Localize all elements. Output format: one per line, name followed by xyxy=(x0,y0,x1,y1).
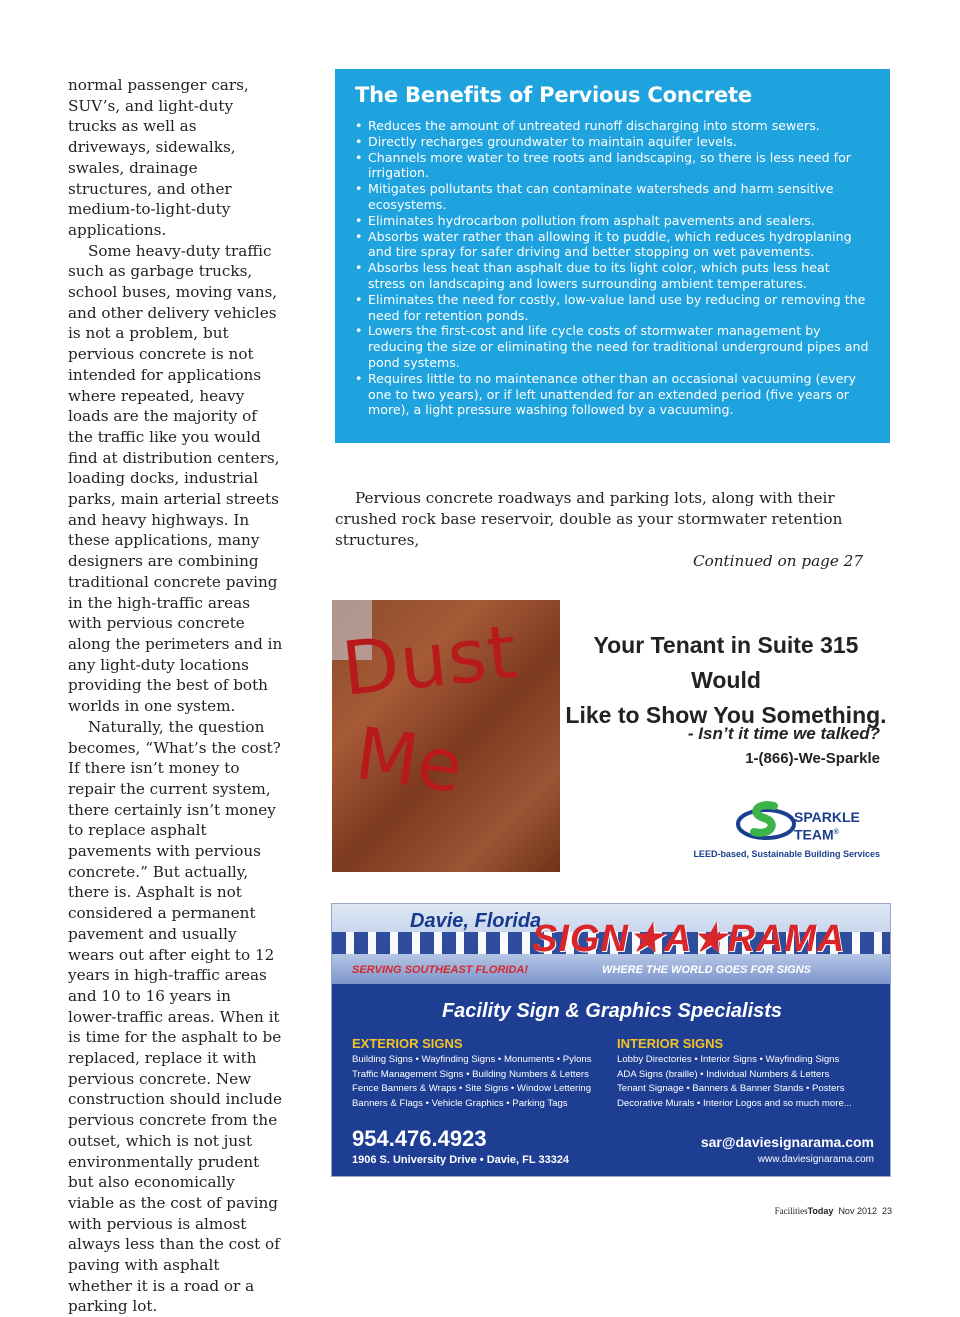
page-number: 23 xyxy=(881,1206,892,1216)
left-paragraph-3: Naturally, the question becomes, “What’s the cost? If there isn’t money to repair the current system, there certainly isn’t money to replace asphalt pavements with pervious concrete.” But actually, there is. Asphalt is not considered a permanent pavement and usually wears out after eight to 12 years in high-traffic areas and 10 to 16 years in lower-traffic areas. When it is time for the asphalt to be replaced, replace it with pervious concrete. New construction should include pervious concrete from the outset, which is not just environmentally prudent but also economically viable as the cost of paving with pervious is almost always less than the cost of paving with asphalt whether it is a road or a parking lot. xyxy=(68,717,282,1316)
interior-signs xyxy=(617,1036,877,1111)
interior-line: Decorative Murals • Interior Logos and so much more... xyxy=(617,1097,852,1109)
interior-line: Lobby Directories • Interior Signs • Wayfinding Signs xyxy=(617,1054,840,1065)
ad-brand: SIGN★A★RAMA xyxy=(532,918,846,960)
interior-heading: INTERIOR SIGNS xyxy=(617,1036,724,1051)
ad-subtitle: LEED-based, Sustainable Building Services xyxy=(693,849,880,859)
ad-address: 1906 S. University Drive • Davie, FL 33324 xyxy=(352,1154,570,1166)
logo-line2: TEAM® xyxy=(794,826,839,843)
ad-serving: SERVING SOUTHEAST FLORIDA! xyxy=(352,964,529,976)
exterior-line: Building Signs • Wayfinding Signs • Monuments • Pylons xyxy=(352,1054,592,1065)
logo-line1: SPARKLE xyxy=(794,809,860,825)
benefits-list xyxy=(355,118,870,418)
ad-title: Facility Sign & Graphics Specialists xyxy=(441,1000,783,1022)
photo-word-dust: Dust xyxy=(337,609,522,713)
ad-phone-number[interactable]: 954.476.4923 xyxy=(352,1126,487,1151)
page-footer xyxy=(775,1206,892,1216)
exterior-signs xyxy=(352,1036,612,1111)
exterior-heading: EXTERIOR SIGNS xyxy=(352,1036,463,1051)
exterior-line: Fence Banners & Wraps • Site Signs • Window Lettering xyxy=(352,1083,592,1094)
benefit-item: • Channels more water to tree roots and landscaping, so there is less need for irrigation. xyxy=(355,150,870,182)
ad-tagline: - Isn’t it time we talked? xyxy=(687,724,880,743)
left-column xyxy=(68,75,284,1317)
sparkle-logo-icon xyxy=(736,796,796,842)
main-text xyxy=(335,488,875,572)
benefit-item: • Lowers the first-cost and life cycle costs of stormwater management by reducing the size or eliminating the need for traditional underground pipes and pond systems. xyxy=(355,323,870,370)
issue-date: Nov 2012 xyxy=(838,1206,877,1216)
sparkle-team-ad[interactable] xyxy=(332,600,892,872)
benefit-item: • Eliminates the need for costly, low-value land use by reducing or removing the need for retention ponds. xyxy=(355,292,870,324)
interior-line: Tenant Signage • Banners & Banner Stands • Posters xyxy=(617,1083,845,1094)
left-paragraph-1: normal passenger cars, SUV’s, and light-duty trucks as well as driveways, sidewalks, swales, drainage structures, and other medium-to-light-duty applications. xyxy=(68,76,249,239)
continued-link[interactable]: Continued on page 27 xyxy=(693,552,863,570)
benefits-sidebar xyxy=(335,69,890,443)
benefit-item: • Mitigates pollutants that can contaminate watersheds and harm sensitive ecosystems. xyxy=(355,181,870,213)
main-paragraph: Pervious concrete roadways and parking lots, along with their crushed rock base reservoir, double as your stormwater retention structures, xyxy=(335,489,843,549)
registered-mark: ® xyxy=(833,829,839,836)
benefit-item: • Absorbs less heat than asphalt due to its light color, which puts less heat stress on landscaping and lowers surrounding ambient temperatures. xyxy=(355,260,870,292)
interior-line: ADA Signs (braille) • Individual Numbers & Letters xyxy=(617,1068,830,1080)
ad-website-link[interactable]: www.daviesignarama.com xyxy=(757,1154,874,1165)
ad-headline xyxy=(560,628,892,733)
exterior-line: Banners & Flags • Vehicle Graphics • Parking Tags xyxy=(352,1097,568,1109)
benefit-item: • Directly recharges groundwater to maintain aquifer levels. xyxy=(355,134,870,150)
benefit-item: • Requires little to no maintenance other than an occasional vacuuming (every one to two years), or if left unattended for an extended period (five years or more), a light pressure washing followed by a vacuuming. xyxy=(355,371,870,418)
sign-a-rama-ad[interactable] xyxy=(331,903,891,1177)
sparkle-logo-text xyxy=(794,810,860,843)
sidebar-title: The Benefits of Pervious Concrete xyxy=(355,83,752,107)
ad-email-link[interactable]: sar@daviesignarama.com xyxy=(700,1134,874,1150)
photo-word-me: Me xyxy=(350,711,468,809)
ad-phone[interactable]: 1-(866)-We-Sparkle xyxy=(745,750,880,767)
benefit-item: • Reduces the amount of untreated runoff discharging into storm sewers. xyxy=(355,118,870,134)
benefit-item: • Absorbs water rather than allowing it to puddle, which reduces hydroplaning and tire spray for safer driving and better stopping on wet pavements. xyxy=(355,229,870,261)
left-paragraph-2: Some heavy-duty traffic such as garbage trucks, school buses, moving vans, and other delivery vehicles is not a problem, but pervious concrete is not intended for applications where repeated, heavy loads are the majority of the traffic like you would find at distribution centers, loading docks, industrial parks, main arterial streets and heavy highways. In these applications, many designers are combining traditional concrete paving in the high-traffic areas with pervious concrete along the perimeters and in any light-duty locations providing the best of both worlds in one system. xyxy=(68,241,283,716)
ad-city: Davie, Florida xyxy=(410,910,542,932)
exterior-line: Traffic Management Signs • Building Numbers & Letters xyxy=(352,1068,589,1080)
ad-headline-line1: Your Tenant in Suite 315 Would xyxy=(593,632,859,693)
magazine-name: FacilitiesToday xyxy=(774,1206,834,1216)
ad-headline-line2: Like to Show You Something. xyxy=(565,702,887,728)
ad-slogan: WHERE THE WORLD GOES FOR SIGNS xyxy=(602,964,812,976)
benefit-item: • Eliminates hydrocarbon pollution from asphalt pavements and sealers. xyxy=(355,213,870,229)
dust-photo xyxy=(332,600,560,872)
